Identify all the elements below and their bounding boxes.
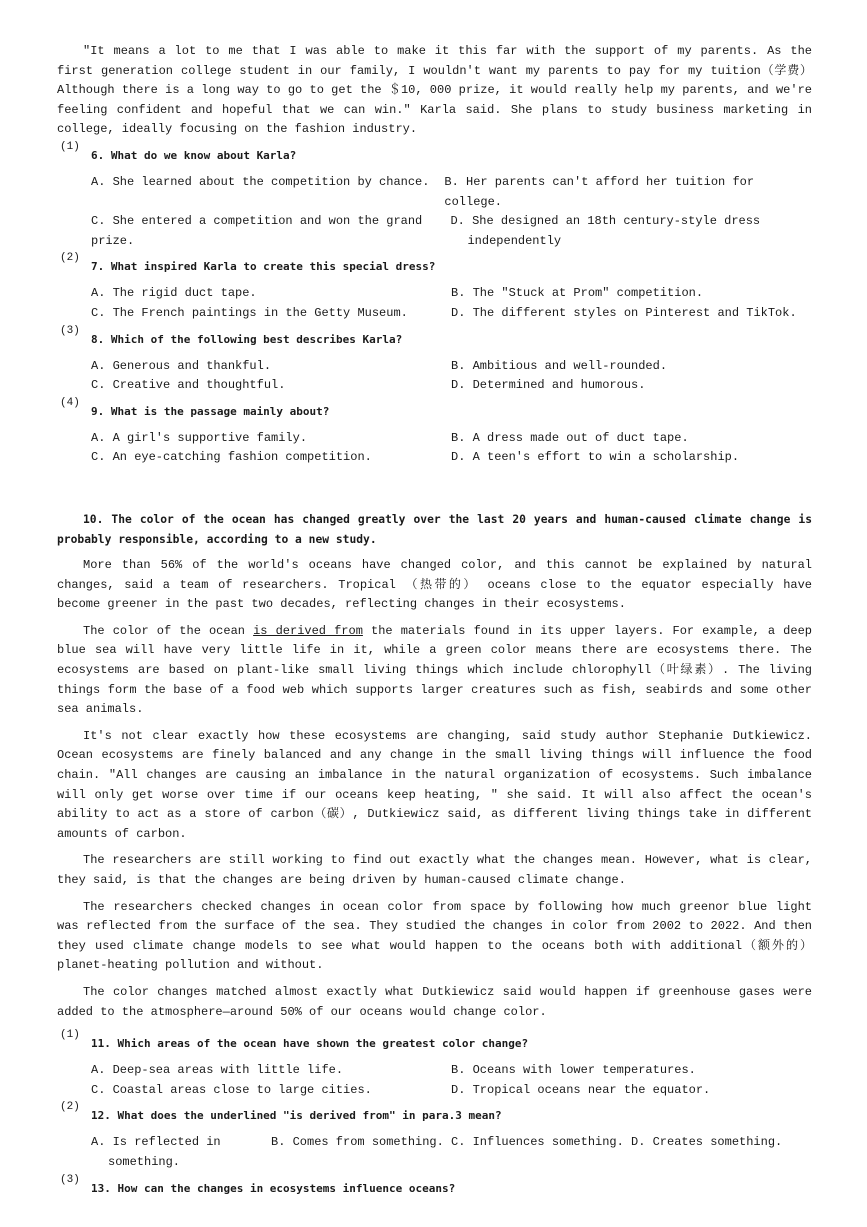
question-number: (3)	[60, 324, 80, 337]
option-b[interactable]: B. A dress made out of duct tape.	[451, 430, 689, 445]
options	[91, 284, 812, 323]
option-b[interactable]: B. Ambitious and well-rounded.	[451, 358, 668, 373]
option-d[interactable]: D. A teen's effort to win a scholarship.	[451, 450, 740, 465]
option-a[interactable]: A. Is reflected in something.	[91, 1135, 221, 1169]
option-a[interactable]: A. The rigid duct tape.	[91, 286, 257, 301]
option-d[interactable]: D. Tropical oceans near the equator.	[451, 1082, 711, 1097]
passage-10-paragraph-2: The color of the ocean is derived from the materials found in its upper layers. For example, a deep blue sea will have very little life in it, while a green color means there are ecosystems there. The ecosystems are based on plant-like small living things which include chlorophyll（叶绿素）. The living things form the base of a food web which supports larger creatures such as fish, seabirds and some other sea animals.	[57, 623, 812, 717]
option-d[interactable]: D. Creates something.	[631, 1135, 783, 1150]
question-number: (3)	[60, 1173, 80, 1186]
option-c[interactable]: C. Coastal areas close to large cities.	[91, 1082, 372, 1097]
option-b[interactable]: B. Her parents can't afford her tuition for college.	[444, 174, 755, 209]
option-d[interactable]: D. The different styles on Pinterest and TikTok.	[451, 305, 797, 320]
question-number: (4)	[60, 396, 80, 409]
question-text: 12. What does the underlined "is derived from" in para.3 mean?	[91, 1109, 502, 1123]
option-c[interactable]: C. She entered a competition and won the grand prize.	[91, 214, 423, 248]
question-number: (2)	[60, 252, 80, 265]
option-b[interactable]: B. The "Stuck at Prom" competition.	[451, 286, 704, 301]
question-number: (2)	[60, 1101, 80, 1114]
options	[91, 357, 812, 396]
question-number: (1)	[60, 1029, 80, 1042]
passage-10-paragraph-4: The researchers are still working to find out exactly what the changes mean. However, what is clear, they said, is that the changes are being driven by human-caused climate change.	[57, 853, 812, 887]
options	[91, 429, 812, 468]
question-13	[57, 1173, 812, 1199]
option-c[interactable]: C. The French paintings in the Getty Museum.	[91, 305, 408, 320]
option-c[interactable]: C. An eye-catching fashion competition.	[91, 450, 372, 465]
question-12	[57, 1101, 812, 1172]
option-c[interactable]: C. Creative and thoughtful.	[91, 378, 286, 393]
option-c[interactable]: C. Influences something.	[451, 1135, 624, 1150]
passage-10-paragraph-6: The color changes matched almost exactly what Dutkiewicz said would happen if greenhouse gases were added to the atmosphere—around 50% of our oceans would change color.	[57, 984, 812, 1019]
option-a[interactable]: A. Generous and thankful.	[91, 358, 272, 373]
question-text: 11. Which areas of the ocean have shown the greatest color change?	[91, 1037, 529, 1051]
passage-10-paragraph-1: More than 56% of the world's oceans have changed color, and this cannot be explained by natural changes, said a team of researchers. Tropical （热带的） oceans close to the equator especially have become greener in the past two decades, reflecting changes in their ecosystems.	[57, 558, 812, 612]
document-page	[57, 42, 812, 1199]
option-d[interactable]: D. She designed an 18th century-style dress independently	[450, 214, 761, 248]
options	[91, 1061, 812, 1100]
option-d[interactable]: D. Determined and humorous.	[451, 378, 646, 393]
question-8	[57, 324, 812, 396]
option-a[interactable]: A. She learned about the competition by chance.	[91, 174, 430, 189]
passage-10-title: 10. The color of the ocean has changed greatly over the last 20 years and human-caused climate change is probably responsible, according to a new study.	[57, 512, 812, 546]
question-text: 8. Which of the following best describes Karla?	[91, 332, 403, 346]
question-6	[57, 140, 812, 251]
question-text: 7. What inspired Karla to create this special dress?	[91, 260, 436, 274]
passage-10-paragraph-3: It's not clear exactly how these ecosystems are changing, said study author Stephanie Dutkiewicz. Ocean ecosystems are finely balanced and any change in the small living things will influence the food chain. "All changes are causing an imbalance in the natural organization of ecosystems. Such imbalance will only get worse over time if our oceans keep heating, " she said. It will also affect the ocean's ability to act as a store of carbon（碳）, Dutkiewicz said, as different living things take in different amounts of carbon.	[57, 728, 812, 841]
question-text: 9. What is the passage mainly about?	[91, 404, 330, 418]
underlined-phrase: is derived from	[253, 623, 363, 638]
question-number: (1)	[60, 140, 80, 153]
question-9	[57, 396, 812, 468]
intro-paragraph: "It means a lot to me that I was able to make it this far with the support of my parents. As the first generation college student in our family, I wouldn't want my parents to pay for my tuition（学费）Although there is a long way to go to get the ＄10, 000 prize, it would really help my parents, and we're feeling confident and hopeful that we can win." Karla said. She plans to study business marketing in college, ideally focusing on the fashion industry.	[57, 44, 812, 137]
options	[91, 173, 812, 251]
question-11	[57, 1029, 812, 1100]
question-text: 6. What do we know about Karla?	[91, 148, 297, 162]
option-b[interactable]: B. Oceans with lower temperatures.	[451, 1063, 696, 1078]
options	[91, 1133, 812, 1172]
option-a[interactable]: A. Deep-sea areas with little life.	[91, 1063, 344, 1078]
option-b[interactable]: B. Comes from something.	[271, 1135, 444, 1150]
passage-10-paragraph-5: The researchers checked changes in ocean color from space by following how much greenor blue light was reflected from the surface of the sea. They studied the changes in color from 2002 to 2022. And then they used climate change models to see what would happen to the oceans both with additional（额外的） planet-heating pollution and without.	[57, 899, 812, 973]
option-a[interactable]: A. A girl's supportive family.	[91, 430, 308, 445]
question-7	[57, 252, 812, 323]
question-text: 13. How can the changes in ecosystems influence oceans?	[91, 1181, 456, 1195]
